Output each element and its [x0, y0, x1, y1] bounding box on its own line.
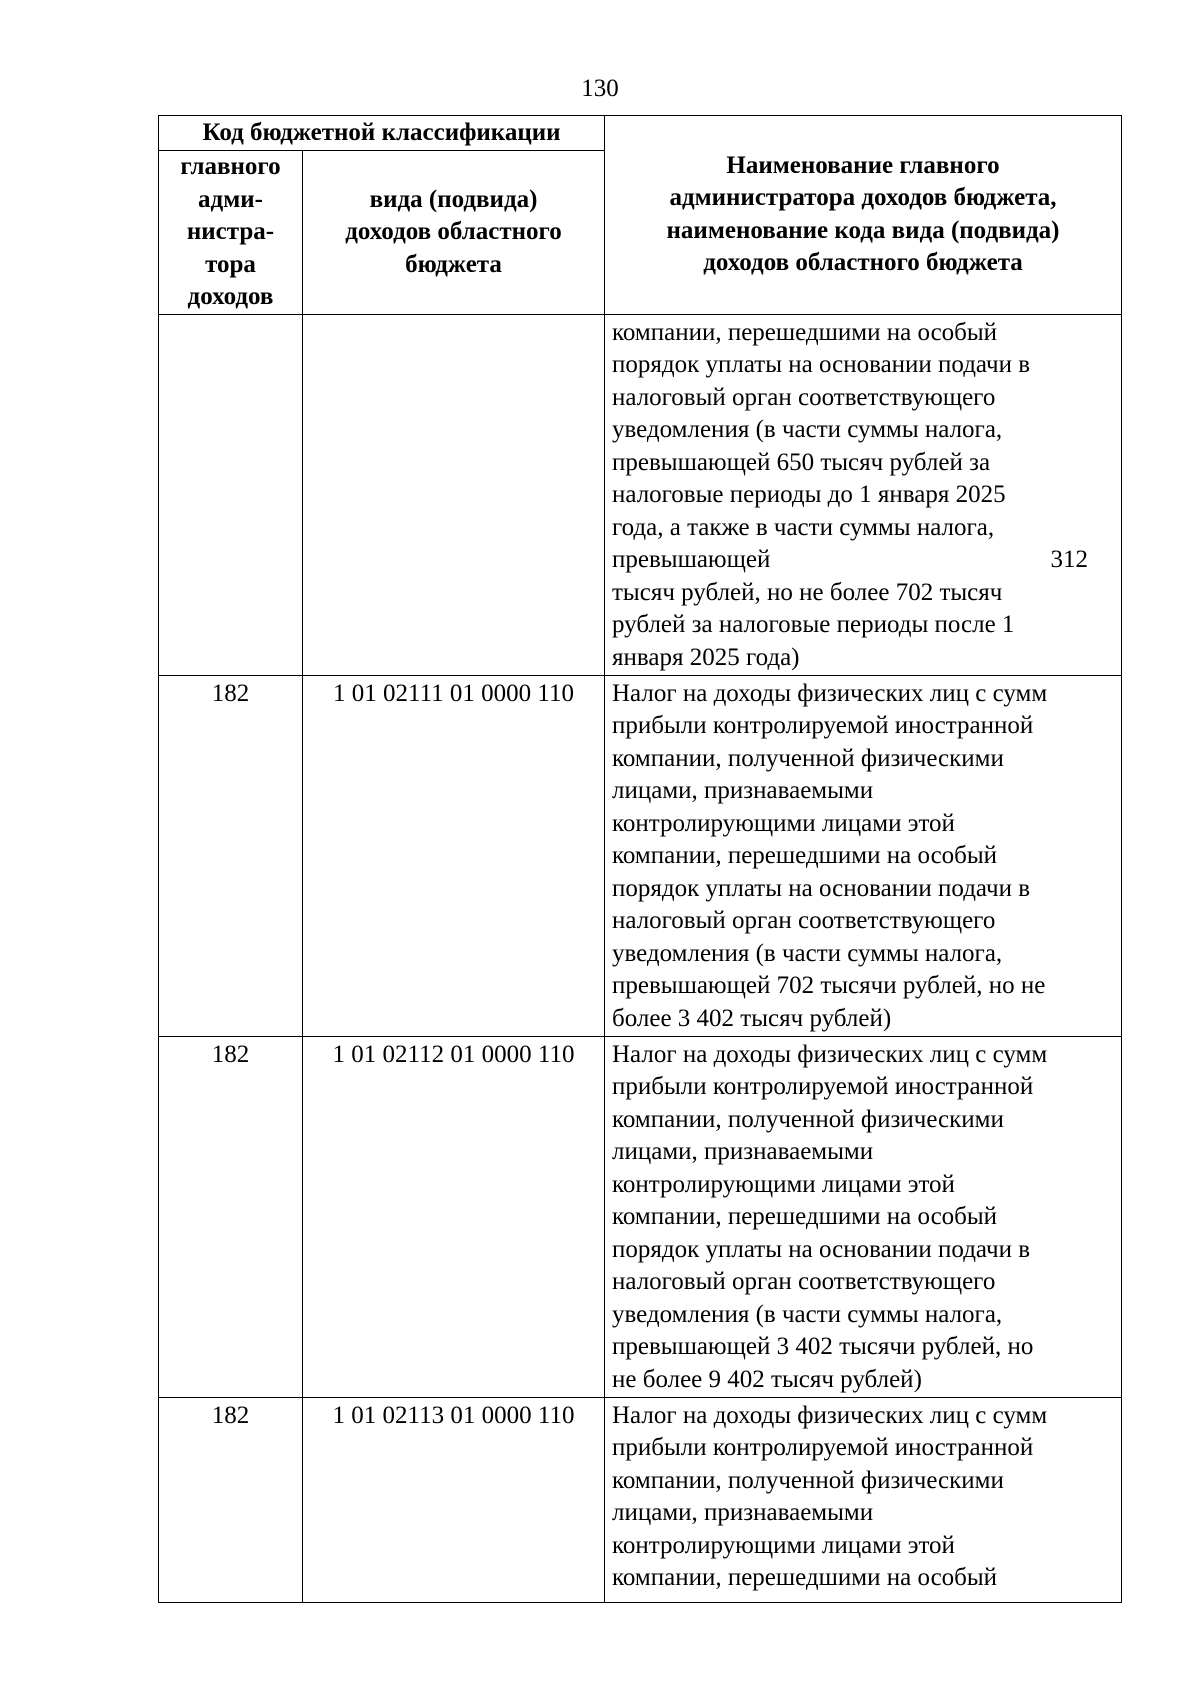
description-line: компании, полученной физическими [612, 744, 1004, 772]
description-line: уведомления (в части суммы налога, [612, 1300, 1003, 1328]
description-line: налоговый орган соответствующего [612, 907, 996, 934]
table-row [159, 1397, 1122, 1603]
description-line: компании, перешедшими на особый [612, 842, 998, 869]
description-fragment: 312 [1050, 546, 1088, 573]
header-group-title: Код бюджетной классификации [159, 116, 605, 151]
row-description [605, 1397, 1122, 1603]
description-line: уведомления (в части суммы налога, [612, 416, 1003, 443]
header-name [605, 116, 1122, 315]
description-line: компании, перешедшими на особый [612, 318, 998, 346]
description-line: превышающей 650 тысяч рублей за [612, 448, 991, 476]
row-description [605, 675, 1122, 1036]
description-line: года, а также в части суммы налога, [612, 513, 995, 541]
description-line: компании, перешедшими на особый [612, 1203, 998, 1230]
description-line: превышающей 702 тысячи рублей, но не [612, 972, 1046, 999]
header-kind-line: вида (подвида) [369, 185, 538, 213]
table-row [159, 1036, 1122, 1397]
table-row [159, 314, 1122, 675]
row-description [605, 1036, 1122, 1397]
description-line: прибыли контролируемой иностранной [612, 1073, 1034, 1100]
description-line: контролирующими лицами этой [612, 1170, 955, 1198]
row-admin-code: 182 [159, 1397, 303, 1603]
header-kind-code [303, 151, 605, 315]
header-admin-line: адми- [198, 185, 263, 213]
header-name-line: администратора доходов бюджета, [669, 184, 1057, 212]
description-line: налоговый орган соответствующего [612, 1268, 996, 1295]
row-description [605, 314, 1122, 675]
description-line: Налог на доходы физических лиц с сумм [612, 1040, 1048, 1068]
header-kind-line: бюджета [405, 250, 502, 278]
description-line: тысяч рублей, но не более 702 тысяч [612, 578, 1003, 606]
description-fragment: превышающей [612, 546, 771, 573]
header-kind-line: доходов областного [345, 218, 562, 245]
row-admin-code [159, 314, 303, 675]
description-line: контролирующими лицами этой [612, 1531, 955, 1559]
row-admin-code: 182 [159, 675, 303, 1036]
description-line: порядок уплаты на основании подачи в [612, 874, 1031, 902]
description-line: лицами, признаваемыми [612, 777, 874, 804]
row-kind-code: 1 01 02113 01 0000 110 [303, 1397, 605, 1603]
row-kind-code [303, 314, 605, 675]
page-number: 130 [581, 75, 619, 102]
description-line: налоговый орган соответствующего [612, 383, 996, 411]
description-line-justified [612, 544, 1088, 577]
header-admin-line: доходов [187, 283, 274, 310]
description-line: прибыли контролируемой иностранной [612, 1434, 1034, 1461]
description-line: прибыли контролируемой иностранной [612, 712, 1034, 739]
description-line: превышающей 3 402 тысячи рублей, но [612, 1333, 1034, 1360]
header-row-group [159, 116, 1122, 151]
header-name-line: Наименование главного [726, 151, 1000, 179]
header-name-line: доходов областного бюджета [703, 249, 1023, 277]
description-line: компании, перешедшими на особый [612, 1564, 998, 1591]
description-line: не более 9 402 тысяч рублей) [612, 1365, 922, 1393]
header-admin-line: главного [180, 153, 281, 180]
header-admin-code [159, 151, 303, 315]
description-line: уведомления (в части суммы налога, [612, 939, 1003, 967]
row-kind-code: 1 01 02111 01 0000 110 [303, 675, 605, 1036]
description-line: лицами, признаваемыми [612, 1138, 874, 1165]
row-admin-code: 182 [159, 1036, 303, 1397]
table-row [159, 675, 1122, 1036]
description-line: лицами, признаваемыми [612, 1499, 874, 1526]
description-line: более 3 402 тысяч рублей) [612, 1004, 892, 1032]
description-line: Налог на доходы физических лиц с сумм [612, 679, 1048, 707]
header-admin-line: нистра- [186, 218, 275, 245]
description-line: порядок уплаты на основании подачи в [612, 1235, 1031, 1263]
description-line: компании, полученной физическими [612, 1105, 1004, 1133]
description-line: января 2025 года) [612, 643, 800, 671]
row-kind-code: 1 01 02112 01 0000 110 [303, 1036, 605, 1397]
description-line: рублей за налоговые периоды после 1 [612, 611, 1015, 638]
description-line: порядок уплаты на основании подачи в [612, 351, 1031, 378]
description-line: контролирующими лицами этой [612, 809, 955, 837]
description-line: компании, полученной физическими [612, 1466, 1004, 1494]
budget-classification-table [158, 115, 1122, 1603]
description-line: налоговые периоды до 1 января 2025 [612, 481, 1006, 508]
description-line: Налог на доходы физических лиц с сумм [612, 1401, 1048, 1429]
header-name-line: наименование кода вида (подвида) [666, 216, 1060, 244]
header-admin-line: тора [205, 250, 256, 278]
